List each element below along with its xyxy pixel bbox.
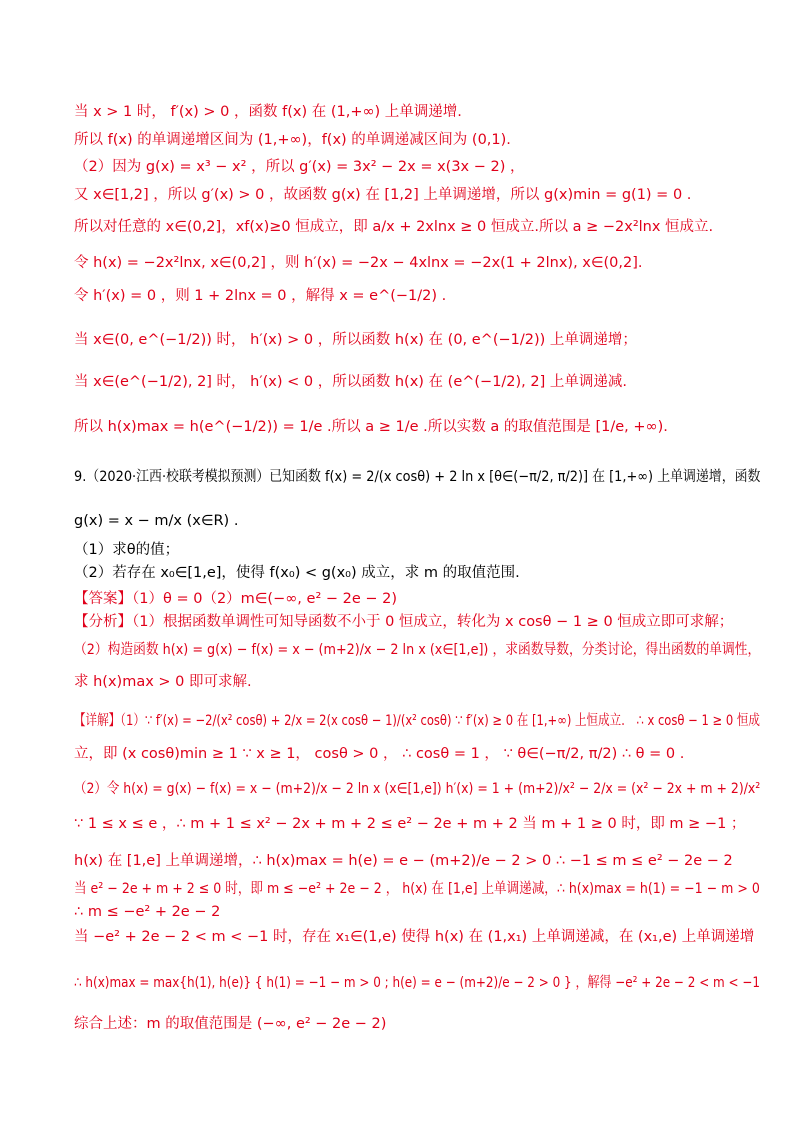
problem-part-2: （2）若存在 x₀∈[1,e]，使得 f(x₀) < g(x₀) 成立，求 m 的取值范围. bbox=[74, 565, 520, 581]
detail-line-9: ∴ h(x)max = max{h(1), h(e)} { h(1) = −1 − m > 0 ; h(e) = e − (m+2)/e − 2 > 0 } ，解得 −e² + 2e − 2 < m < −1 bbox=[74, 975, 761, 991]
solution-line-10: 所以 h(x)max = h(e^(−1/2)) = 1/e .所以 a ≥ 1/e .所以实数 a 的取值范围是 [1/e, +∞). bbox=[74, 419, 668, 435]
problem-g-definition: g(x) = x − m/x (x∈R) . bbox=[74, 513, 239, 529]
detail-line-7: ∴ m ≤ −e² + 2e − 2 bbox=[74, 904, 221, 920]
analysis-line-1: 【分析】（1）根据函数单调性可知导函数不小于 0 恒成立，转化为 x cosθ − 1 ≥ 0 恒成立即可求解； bbox=[74, 614, 734, 630]
conclusion-line: 综合上述：m 的取值范围是 (−∞, e² − 2e − 2) bbox=[74, 1016, 387, 1032]
answer-line: 【答案】（1）θ = 0（2）m∈(−∞, e² − 2e − 2) bbox=[74, 591, 398, 607]
detail-line-4: ∵ 1 ≤ x ≤ e ，∴ m + 1 ≤ x² − 2x + m + 2 ≤ e² − 2e + m + 2 当 m + 1 ≥ 0 时，即 m ≥ −1 ； bbox=[74, 816, 746, 832]
detail-line-3: （2）令 h(x) = g(x) − f(x) = x − (m+2)/x − 2 ln x (x∈[1,e]) h′(x) = 1 + (m+2)/x² − 2/x = (x² − 2x + m + 2)/x² bbox=[74, 781, 761, 797]
detail-line-5: h(x) 在 [1,e] 上单调递增，∴ h(x)max = h(e) = e − (m+2)/e − 2 > 0 ∴ −1 ≤ m ≤ e² − 2e − 2 bbox=[74, 853, 733, 869]
analysis-line-2: （2）构造函数 h(x) = g(x) − f(x) = x − (m+2)/x − 2 ln x (x∈[1,e]) ，求函数导数，分类讨论，得出函数的单调性， bbox=[74, 642, 761, 658]
detail-line-1: 【详解】（1）∵ f′(x) = −2/(x² cosθ) + 2/x = 2(x cosθ − 1)/(x² cosθ) ∵ f′(x) ≥ 0 在 [1,+∞) 上恒成立． ∴ x cosθ − 1 ≥ 0 恒成 bbox=[74, 713, 760, 729]
solution-line-7: 令 h′(x) = 0 ，则 1 + 2lnx = 0 ，解得 x = e^(−1/2) . bbox=[74, 288, 447, 304]
solution-line-5: 所以对任意的 x∈(0,2]，xf(x)≥0 恒成立，即 a/x + 2xlnx ≥ 0 恒成立.所以 a ≥ −2x²lnx 恒成立. bbox=[74, 219, 714, 235]
analysis-line-3: 求 h(x)max > 0 即可求解. bbox=[74, 674, 252, 690]
detail-line-8: 当 −e² + 2e − 2 < m < −1 时，存在 x₁∈(1,e) 使得 h(x) 在 (1,x₁) 上单调递减，在 (x₁,e) 上单调递增 bbox=[74, 929, 755, 945]
solution-line-2: 所以 f(x) 的单调递增区间为 (1,+∞)，f(x) 的单调递减区间为 (0,1). bbox=[74, 132, 511, 148]
solution-line-4: 又 x∈[1,2] ，所以 g′(x) > 0 ，故函数 g(x) 在 [1,2] 上单调递增，所以 g(x)min = g(1) = 0 . bbox=[74, 187, 692, 203]
problem-statement: 9.（2020·江西·校联考模拟预测）已知函数 f(x) = 2/(x cosθ) + 2 ln x [θ∈(−π/2, π/2)] 在 [1,+∞) 上单调递增，函数 bbox=[74, 469, 761, 485]
detail-line-6: 当 e² − 2e + m + 2 ≤ 0 时，即 m ≤ −e² + 2e − 2 ， h(x) 在 [1,e] 上单调递减，∴ h(x)max = h(1) = −1 − m > 0 bbox=[74, 881, 760, 897]
solution-line-9: 当 x∈(e^(−1/2), 2] 时， h′(x) < 0 ，所以函数 h(x) 在 (e^(−1/2), 2] 上单调递减. bbox=[74, 374, 628, 390]
problem-part-1: （1）求θ的值； bbox=[74, 542, 180, 558]
detail-line-2: 立，即 (x cosθ)min ≥ 1 ∵ x ≥ 1， cosθ > 0 ， ∴ cosθ = 1 ， ∵ θ∈(−π/2, π/2) ∴ θ = 0 . bbox=[74, 746, 685, 762]
solution-line-3: （2）因为 g(x) = x³ − x² ，所以 g′(x) = 3x² − 2x = x(3x − 2) ， bbox=[74, 159, 525, 175]
solution-line-6: 令 h(x) = −2x²lnx, x∈(0,2] ，则 h′(x) = −2x − 4xlnx = −2x(1 + 2lnx), x∈(0,2]. bbox=[74, 255, 643, 271]
solution-line-1: 当 x > 1 时， f′(x) > 0 ，函数 f(x) 在 (1,+∞) 上单调递增. bbox=[74, 104, 462, 120]
solution-line-8: 当 x∈(0, e^(−1/2)) 时， h′(x) > 0 ，所以函数 h(x) 在 (0, e^(−1/2)) 上单调递增； bbox=[74, 332, 637, 348]
